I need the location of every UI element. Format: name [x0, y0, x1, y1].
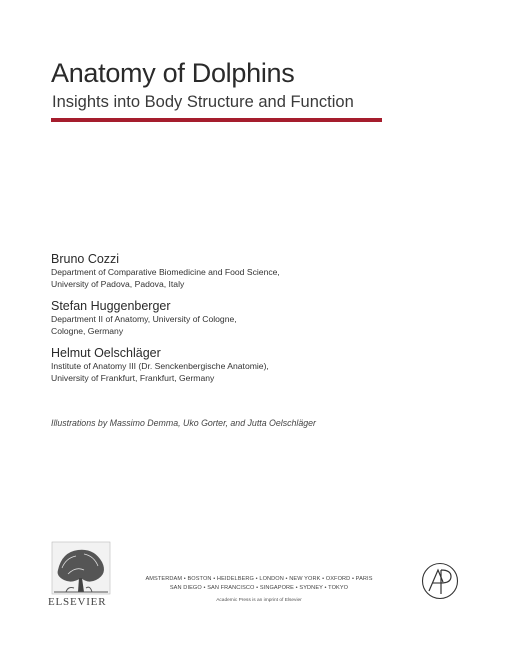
- author-affiliation-line: Department II of Anatomy, University of Cologne,: [51, 314, 237, 324]
- book-title: Anatomy of Dolphins: [51, 58, 295, 88]
- imprint-note: Academic Press is an imprint of Elsevier: [216, 598, 302, 603]
- author-affiliation-line: Department of Comparative Biomedicine and Food Science,: [51, 267, 280, 277]
- author-affiliation-line: Institute of Anatomy III (Dr. Senckenbergische Anatomie),: [51, 361, 269, 371]
- author-affiliation-line: University of Frankfurt, Frankfurt, Germany: [51, 373, 215, 383]
- author-name: Bruno Cozzi: [51, 252, 120, 266]
- academic-press-ap-logo-icon: [421, 562, 459, 600]
- author-name: Stefan Huggenberger: [51, 299, 171, 313]
- author-affiliation-line: University of Padova, Padova, Italy: [51, 279, 185, 289]
- book-subtitle: Insights into Body Structure and Function: [52, 93, 354, 111]
- illustrations-credit: Illustrations by Massimo Demma, Uko Gorter, and Jutta Oelschläger: [51, 418, 316, 428]
- elsevier-wordmark: ELSEVIER: [48, 596, 107, 608]
- title-rule: [51, 118, 382, 122]
- publisher-cities: [141, 575, 377, 593]
- author-affiliation-line: Cologne, Germany: [51, 326, 124, 336]
- publisher-cities-line: SAN DIEGO • SAN FRANCISCO • SINGAPORE • SYDNEY • TOKYO: [169, 585, 349, 591]
- publisher-cities-line: AMSTERDAM • BOSTON • HEIDELBERG • LONDON • NEW YORK • OXFORD • PARIS: [145, 576, 373, 582]
- author-name: Helmut Oelschläger: [51, 346, 161, 360]
